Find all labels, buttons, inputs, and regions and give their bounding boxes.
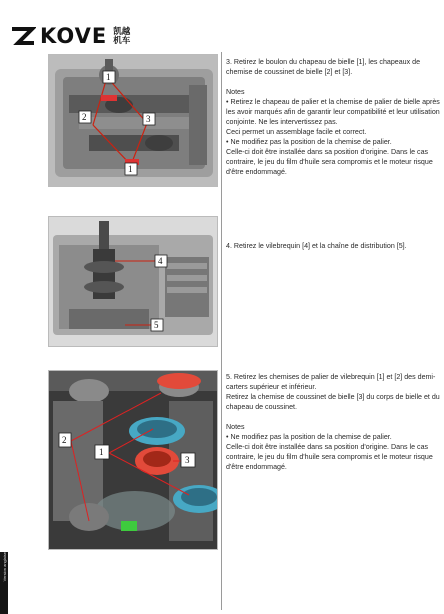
callout-3: 3 (146, 114, 151, 124)
step-5-instruction: 5. Retirez les chemises de palier de vilebrequin [1] et [2] des demi-carters supérieur et inférieur. (226, 373, 436, 391)
callout-1-top: 1 (106, 72, 111, 82)
step-4-crankshaft-photo (48, 216, 218, 347)
callout-5: 5 (154, 320, 159, 330)
brand-chinese-line-1: 凯越 (113, 26, 131, 36)
brand-chinese-line-2: 机车 (113, 35, 131, 45)
step-5-note-2: Celle-ci doit être installée dans sa position d'origine. Dans le cas contraire, le jeu du film d'huile sera compromis et le moteur risque d'être endommagé. (226, 443, 433, 471)
step-4-instruction: 4. Retirez le vilebrequin [4] et la chaîne de distribution [5]. (226, 242, 407, 250)
step-5-instruction-2: Retirez la chemise de coussinet de bielle [3] du corps de bielle et du chapeau de coussinet. (226, 393, 440, 411)
step-5-bearing-photo (48, 370, 218, 550)
language-side-tab (0, 552, 8, 614)
brand-name: KOVE (40, 24, 108, 48)
column-divider (221, 52, 222, 610)
callout-3: 3 (185, 455, 190, 465)
step-5-note-1: • Ne modifiez pas la position de la chemise de palier. (226, 433, 392, 441)
step-3-engine-photo (48, 54, 218, 187)
step-3-notes-title: Notes (226, 88, 245, 96)
step-3-note-2: Ceci permet un assemblage facile et correct. (226, 128, 367, 136)
step-3-text-block (226, 57, 440, 177)
step-3-note-1: • Retirez le chapeau de palier et la chemise de palier de bielle après les avoir marqués afin de garantir leur compatibilité et leur utilisation conjointe. Ne les intervertissez pas. (226, 98, 440, 126)
step-4-text-block (226, 241, 440, 251)
brand-chinese (113, 27, 130, 45)
callout-1: 1 (99, 447, 104, 457)
kove-logo (10, 26, 130, 46)
step-3-note-4: Celle-ci doit être installée dans sa position d'origine. Dans le cas contraire, le jeu du film d'huile sera compromis et le moteur risque d'être endommagé. (226, 148, 433, 176)
callout-2: 2 (82, 112, 87, 122)
callout-1-bottom: 1 (128, 164, 133, 174)
kove-logo-mark-icon (10, 26, 36, 46)
step-3-instruction: 3. Retirez le boulon du chapeau de bielle [1], les chapeaux de chemise de coussinet de bielle [2] et [3]. (226, 58, 421, 76)
language-side-tab-label: Version anglaise (2, 552, 7, 582)
callout-2: 2 (62, 435, 67, 445)
step-5-text-block (226, 372, 440, 472)
callout-4: 4 (158, 256, 163, 266)
step-3-note-3: • Ne modifiez pas la position de la chemise de palier. (226, 138, 392, 146)
step-5-notes-title: Notes (226, 423, 245, 431)
